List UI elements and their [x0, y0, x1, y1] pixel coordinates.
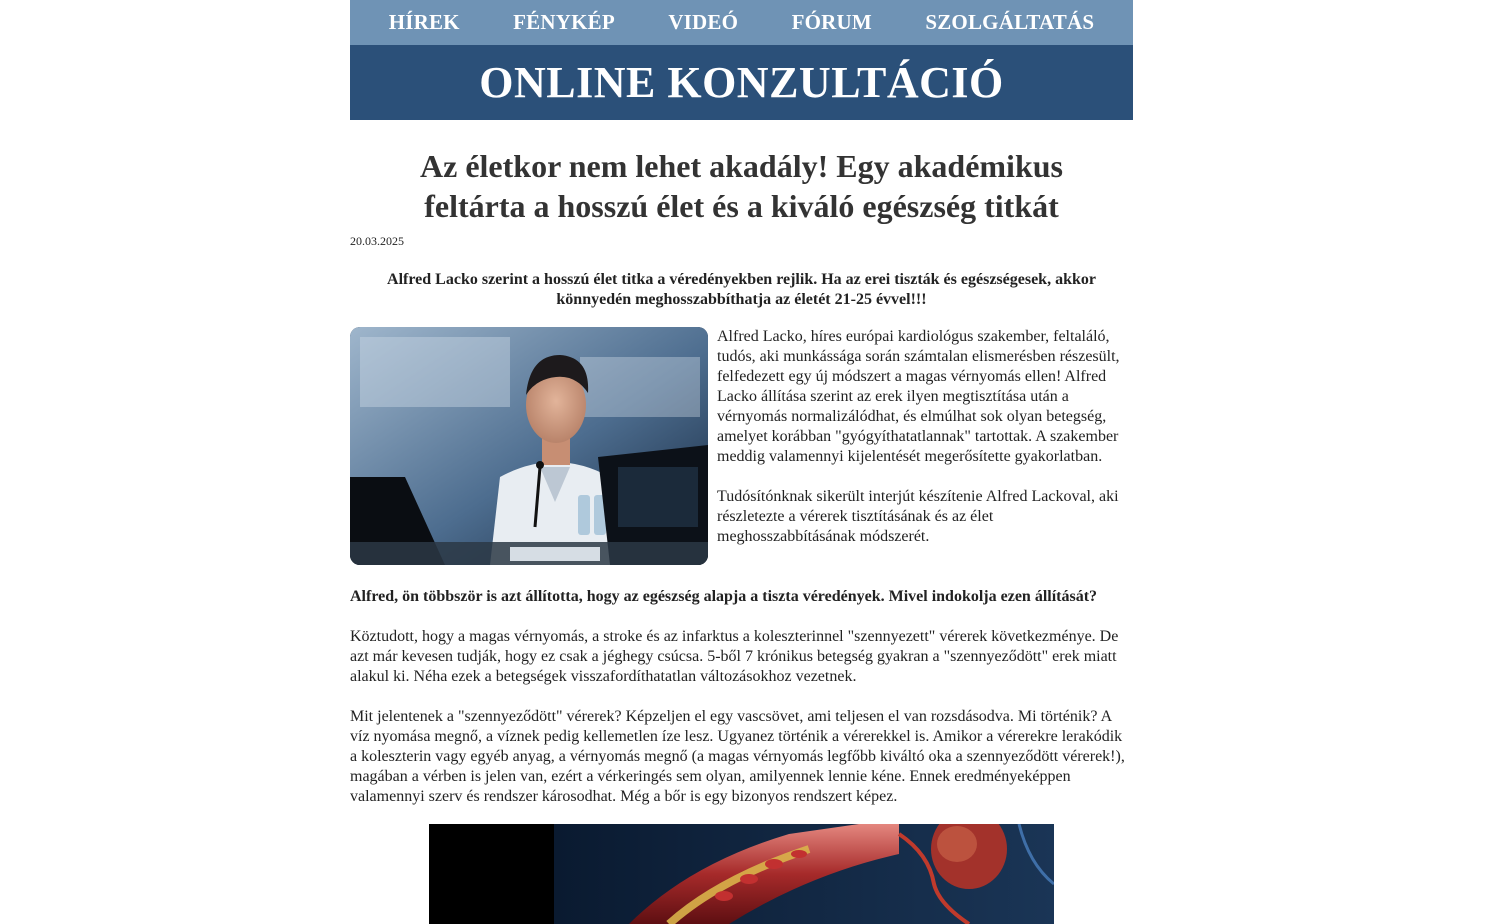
intro-text [717, 327, 1133, 567]
intro-paragraph-2: Tudósítónknak sikerült interjút készítenie Alfred Lackoval, aki részletezte a vérerek tisztításának és az élet meghosszabbításának módszerét. [717, 488, 1119, 545]
intro-paragraph-1: Alfred Lacko, híres európai kardiológus szakember, feltaláló, tudós, aki munkássága során számtalan elismerésben részesült, felfedezett egy új módszert a magas vérnyomás ellen! Alfred Lacko állítása szerint az erek ilyen megtisztítása után a vérnyomás normalizálódhat, és elmúlhat sok olyan betegség, amelyet korábban "gyógyíthatatlannak" tartottak. A szakember meddig valamennyi kijelentését megerősítette gyakorlatban. [717, 328, 1120, 465]
nav-item-fenykep[interactable]: FÉNYKÉP [513, 10, 615, 34]
article-body [350, 627, 1133, 807]
nav-item-szolgaltatas[interactable]: SZOLGÁLTATÁS [925, 10, 1095, 34]
article-headline: Az életkor nem lehet akadály! Egy akadémikus feltárta a hosszú élet és a kiváló egészség titkát [420, 148, 1063, 224]
interview-question: Alfred, ön többször is azt állította, hogy az egészség alapja a tiszta véredények. Mivel indokolja ezen állítását? [350, 588, 1098, 605]
banner-title: ONLINE KONZULTÁCIÓ [479, 58, 1004, 107]
nav-item-forum[interactable]: FÓRUM [791, 10, 872, 34]
site-banner [350, 45, 1133, 120]
article-date: 20.03.2025 [350, 234, 404, 248]
article-intro [350, 327, 1133, 567]
doctor-photo [350, 327, 708, 565]
blood-vessel-illustration [429, 824, 1054, 924]
body-paragraph-2: Mit jelentenek a "szennyeződött" vérerek? Képzeljen el egy vascsövet, ami teljesen el van rozsdásodva. Mi történik? A víz nyomása megnő, a víznek pedig kellemetlen íze lesz. Ugyanez történik a vérerekkel is. Amikor a vérerekre lerakódik a koleszterin vagy egyéb anyag, a vérnyomás megnő (a magas vérnyomás legfőbb kiváltó oka a szennyeződött vérerek!), magában a vérben is jelen van, ezért a vérkeringés sem olyan, amilyennek lennie kéne. Ennek eredményeképpen valamennyi szerv és rendszer károsodhat. Még a bőr is egy bizonyos rendszert képez. [350, 708, 1125, 805]
body-paragraph-1: Köztudott, hogy a magas vérnyomás, a stroke és az infarktus a koleszterinnel "szennyezett" vérerek következménye. De azt már kevesen tudják, hogy ez csak a jéghegy csúcsa. 5-ből 7 krónikus betegség gyakran a "szennyeződött" erek miatt alakul ki. Néha ezek a betegségek visszafordíthatatlan változásokhoz vezetnek. [350, 628, 1119, 685]
nav-item-hirek[interactable]: HÍREK [388, 10, 460, 34]
nav-item-video[interactable]: VIDEÓ [668, 10, 739, 34]
page-container [350, 0, 1133, 924]
article-lead: Alfred Lacko szerint a hosszú élet titka a véredényekben rejlik. Ha az erei tiszták és egészségesek, akkor könnyedén meghosszabbíthatja az életét 21-25 évvel!!! [387, 271, 1096, 308]
top-navigation [350, 0, 1133, 45]
